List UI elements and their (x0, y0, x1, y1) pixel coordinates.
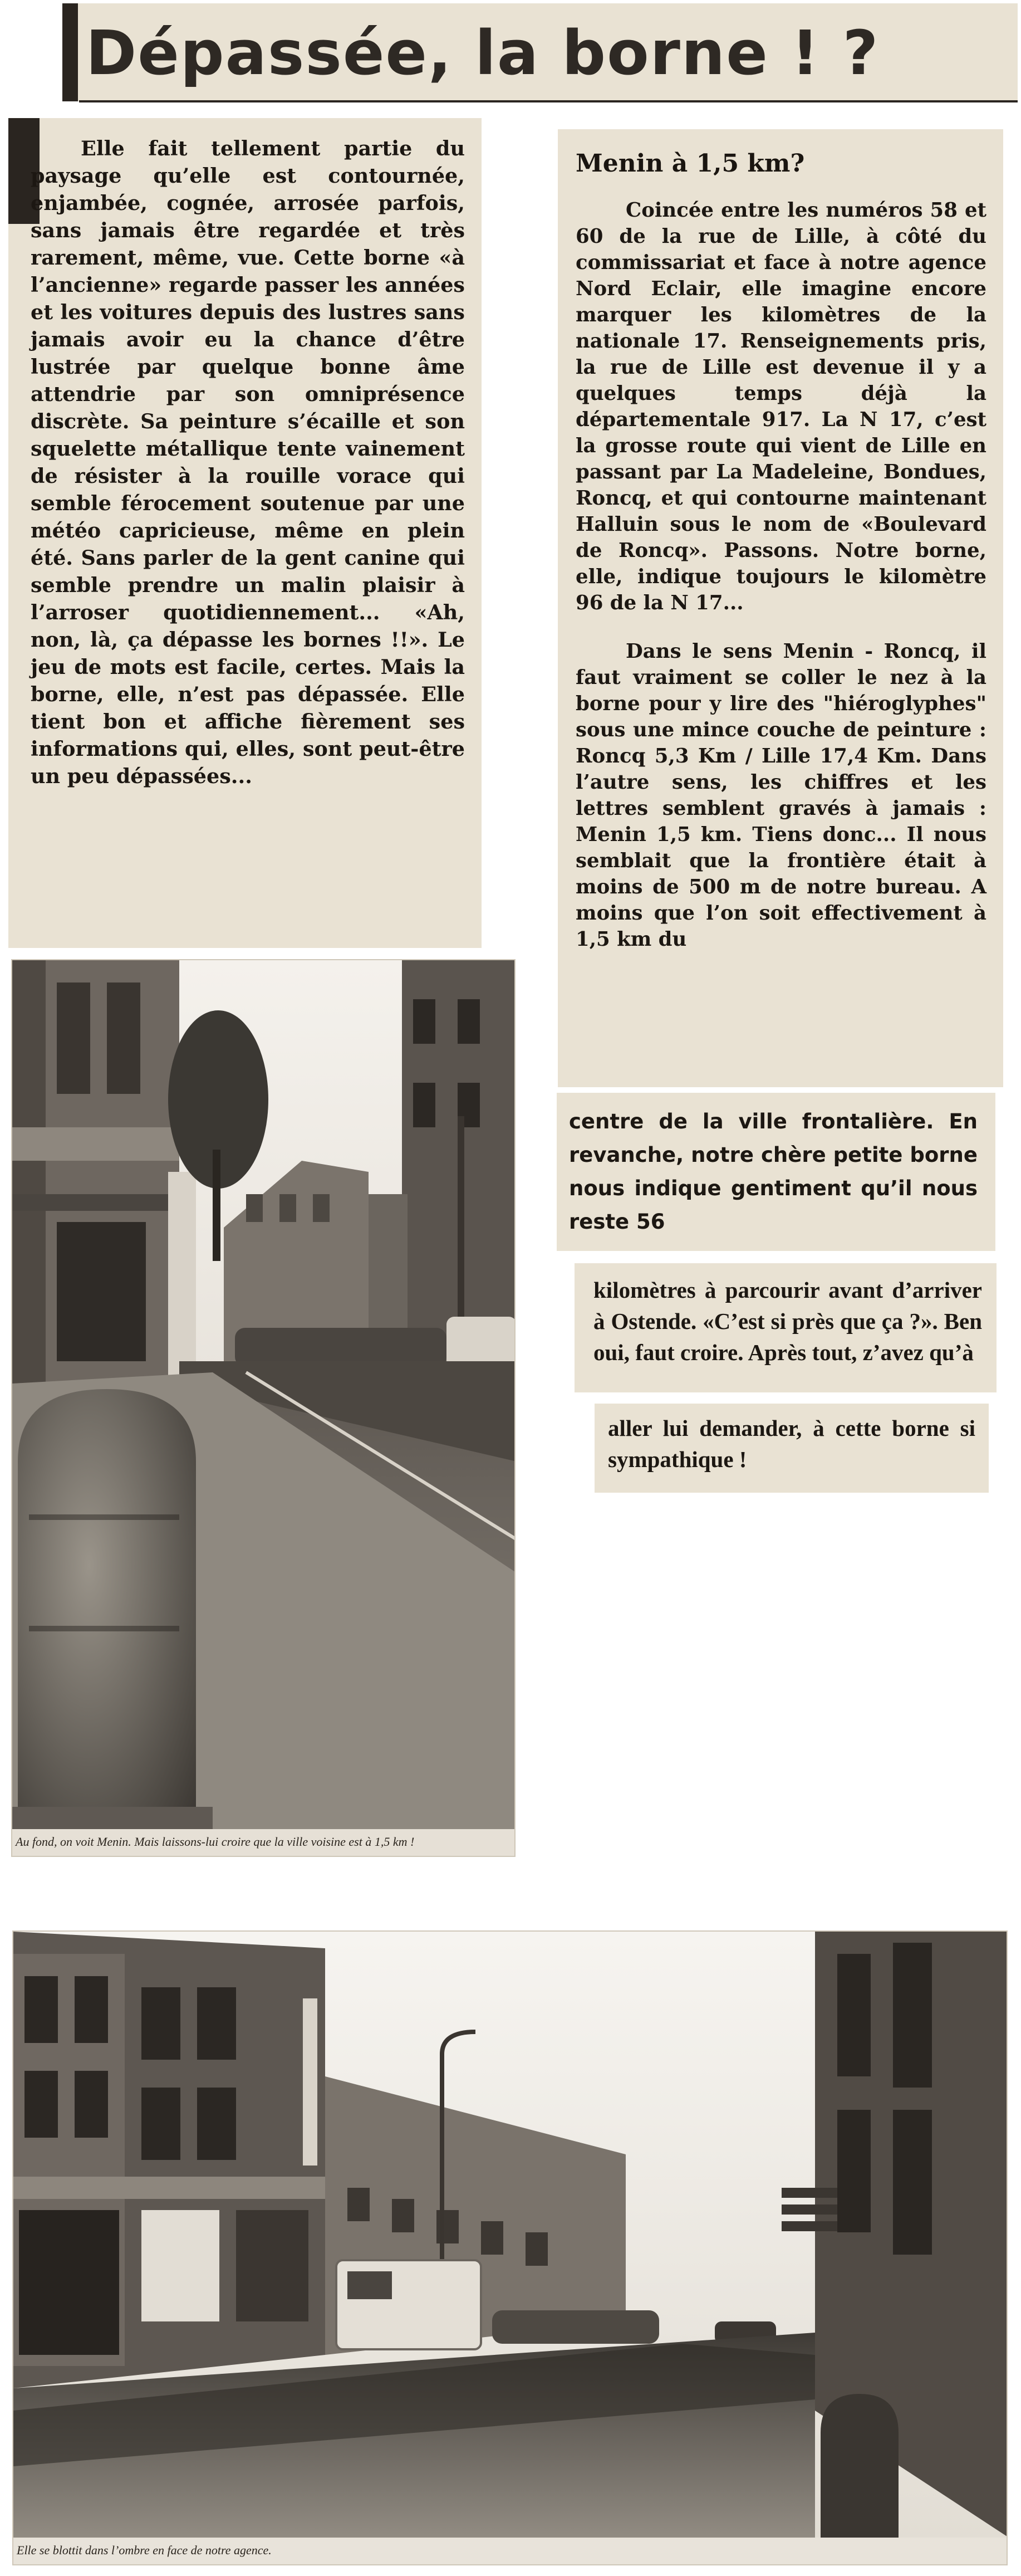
right-column-subtitle: Menin à 1,5 km? (576, 149, 805, 178)
photo-agency-street (12, 1930, 1008, 2565)
continuation-text-3: aller lui demander, à cette borne si sympathique ! (608, 1415, 975, 1472)
left-column-article (8, 118, 482, 948)
photo-2-caption: Elle se blottit dans l’ombre en face de notre agence. (17, 2543, 272, 2557)
right-column-article (558, 129, 1003, 1087)
right-column-paragraph-1: Coincée entre les numéros 58 et 60 de la rue de Lille, à côté du commissariat et face à notre agence Nord Eclair, elle imagine encore marquer les kilomètres de la nationale 17. Renseignements pris, la rue de Lille est devenue il y a quelques temps déjà la départementale 917. La N 17, c’est la grosse route qui vient de Lille en passant par La Madeleine, Bondues, Roncq, et qui contourne maintenant Halluin sous le nom de «Boulevard de Roncq». Passons. Notre borne, elle, indique toujours le kilomètre 96 de la N 17... (576, 199, 986, 614)
headline: Dépassée, la borne ! ? (86, 17, 880, 89)
continuation-clipping-2 (575, 1263, 997, 1392)
headline-accent-bar (62, 3, 78, 101)
right-column-paragraph-2: Dans le sens Menin - Roncq, il faut vraiment se coller le nez à la borne pour y lire des "hiéroglyphes" sous une mince couche de peinture : Roncq 5,3 Km / Lille 17,4 Km. Dans l’autre sens, les chiffres et les lettres semblent gravés à jamais : Menin 1,5 km. Tiens donc... Il nous semblait que la frontière était à moins de 500 m de notre bureau. A moins que l’on soit effectivement à 1,5 km du (576, 640, 986, 951)
photo-1-caption: Au fond, on voit Menin. Mais laissons-lui croire que la ville voisine est à 1,5 km ! (16, 1835, 415, 1849)
continuation-text-2: kilomètres à parcourir avant d’arriver à Ostende. «C’est si près que ça ?». Ben oui, faut croire. Après tout, z’avez qu’à (593, 1277, 982, 1365)
photo-agency-street-image (13, 1932, 1008, 2538)
photo-milestone-street-image (12, 960, 516, 1829)
left-column-text: Elle fait tellement partie du paysage qu’elle est contournée, enjambée, cognée, arrosée parfois, sans jamais être regardée et très rarement, même, vue. Cette borne «à l’ancienne» regarde passer les années et les voitures depuis des lustres sans jamais avoir eu la chance d’être lustrée par quelque bonne âme attendrie par son omniprésence discrète. Sa peinture s’écaille et son squelette métallique tente vainement de résister à la rouille vorace qui semble férocement soutenue par une météo capricieuse, même en plein été. Sans parler de la gent canine qui semble prendre un malin plaisir à l’arroser quotidiennement... «Ah, non, là, ça dépasse les bornes !!». Le jeu de mots est facile, certes. Mais la borne, elle, n’est pas dépassée. Elle tient bon et affiche fièrement ses informations qui, elles, sont peut-être un peu dépassées... (31, 136, 465, 788)
continuation-clipping-3 (595, 1404, 989, 1493)
headline-banner (62, 3, 1018, 101)
photo-milestone-street (11, 959, 516, 1857)
continuation-text-1: centre de la ville frontalière. En revanche, notre chère petite borne nous indique gentiment qu’il nous reste 56 (569, 1109, 978, 1234)
continuation-clipping-1 (557, 1093, 995, 1251)
headline-rule (79, 100, 1018, 102)
